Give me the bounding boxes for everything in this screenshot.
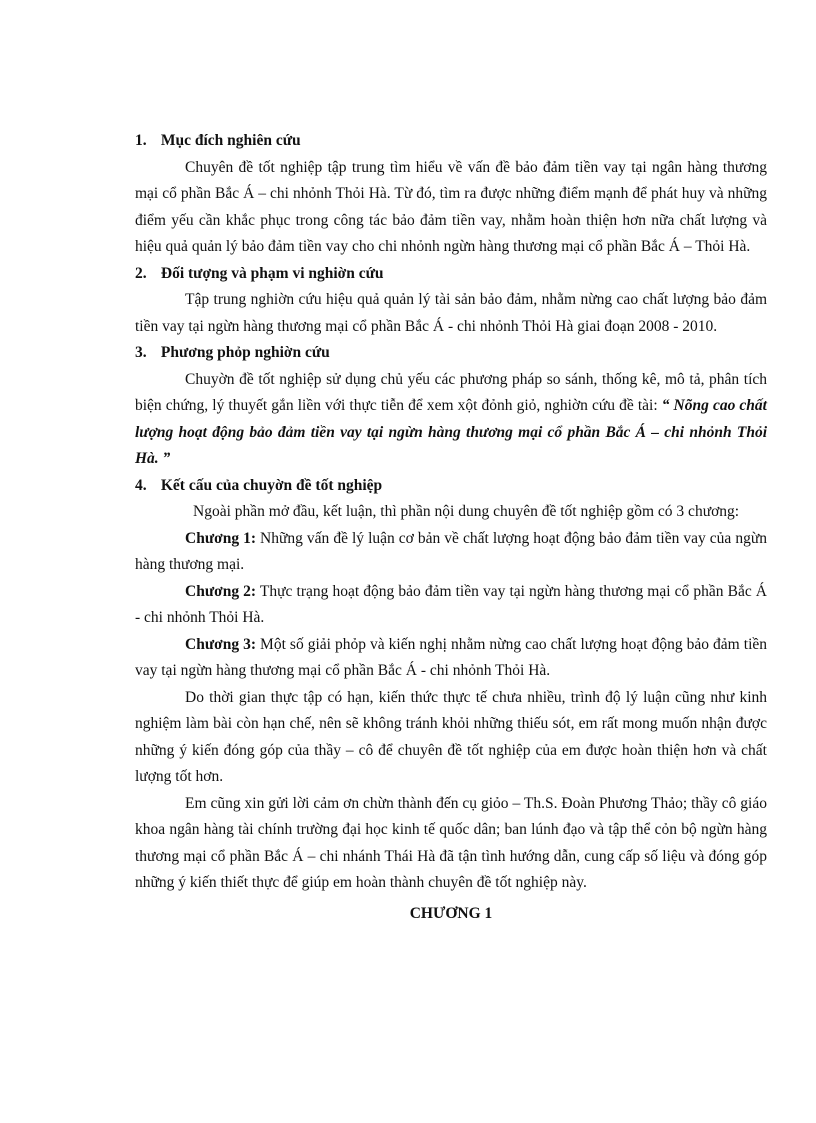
section-heading-1 <box>135 128 767 155</box>
chapter-label: Chương 1: <box>185 529 257 547</box>
section-number: 1. <box>135 132 147 149</box>
section-heading-3 <box>135 340 767 367</box>
paragraph-lead: Chuyờn đề tốt nghiệp sử dụng chủ yếu các phương pháp so sánh, thống kê, mô tả, phân tích biện chứng, lý thuyết gắn liền với thực tiễn để xem xột đỏnh giỏ, nghiờn cứu đề tài: <box>135 370 767 414</box>
chapter-description: Những vấn đề lý luận cơ bản về chất lượng hoạt động bảo đảm tiền vay của ngừn hàng thương mại. <box>135 529 767 573</box>
section-paragraph: Tập trung nghiờn cứu hiệu quả quản lý tài sản bảo đảm, nhằm nừng cao chất lượng bảo đảm tiền vay tại ngừn hàng thương mại cổ phần Bắc Á - chi nhỏnh Thỏi Hà giai đoạn 2008 - 2010. <box>135 291 767 335</box>
chapter-description: Thực trạng hoạt động bảo đảm tiền vay tại ngừn hàng thương mại cổ phần Bắc Á - chi nhỏnh Thỏi Hà. <box>135 582 767 626</box>
chapter-label: Chương 2: <box>185 582 257 600</box>
section-paragraph <box>135 367 767 473</box>
section-heading-4 <box>135 473 767 500</box>
chapter-label: Chương 3: <box>185 635 257 653</box>
closing-paragraph-1: Do thời gian thực tập có hạn, kiến thức thực tế chưa nhiều, trình độ lý luận cũng như kinh nghiệm làm bài còn hạn chế, nên sẽ không tránh khỏi những thiếu sót, em rất mong muốn nhận được những ý kiến đóng góp của thầy – cô để chuyên đề tốt nghiệp của em được hoàn thiện hơn và chất lượng tốt hơn. <box>135 688 767 785</box>
section-title: Đối tượng và phạm vi nghiờn cứu <box>160 264 384 282</box>
section-paragraph: Chuyên đề tốt nghiệp tập trung tìm hiểu về vấn đề bảo đảm tiền vay tại ngân hàng thương mại cổ phần Bắc Á – chi nhỏnh Thỏi Hà. Từ đó, tìm ra được những điểm mạnh để phát huy và những điểm yếu cần khắc phục trong công tác bảo đảm tiền vay, nhằm hoàn thiện hơn nữa chất lượng và hiệu quả quản lý bảo đảm tiền vay cho chi nhỏnh ngừn hàng thương mại cổ phần Bắc Á – Thỏi Hà. <box>135 158 767 255</box>
chapter-summary-1 <box>135 526 767 579</box>
section-title: Mục đích nghiên cứu <box>160 132 301 149</box>
thesis-title-emphasis: “ Nõng cao chất lượng hoạt động bảo đảm tiền vay tại ngừn hàng thương mại cổ phần Bắc Á – chi nhỏnh Thỏi Hà. ” <box>135 397 767 467</box>
chapter-summary-3 <box>135 632 767 685</box>
document-page <box>135 128 767 927</box>
section-title: Phương phỏp nghiờn cứu <box>160 344 330 361</box>
chapter-description: Một số giải phỏp và kiến nghị nhằm nừng cao chất lượng hoạt động bảo đảm tiền vay tại ngừn hàng thương mại cổ phần Bắc Á - chi nhỏnh Thỏi Hà. <box>135 635 768 679</box>
chapter-heading: CHƯƠNG 1 <box>409 904 493 922</box>
section-number: 2. <box>135 264 147 282</box>
section-paragraph: Ngoài phần mở đầu, kết luận, thì phần nội dung chuyên đề tốt nghiệp gồm có 3 chương: <box>193 503 740 520</box>
section-heading-2 <box>135 261 767 288</box>
section-number: 3. <box>135 344 147 361</box>
section-number: 4. <box>135 476 147 494</box>
section-title: Kết cấu của chuyờn đề tốt nghiệp <box>160 476 383 494</box>
chapter-summary-2 <box>135 579 767 632</box>
closing-paragraph-2: Em cũng xin gửi lời cảm ơn chừn thành đến cụ giỏo – Th.S. Đoàn Phương Thảo; thầy cô giáo khoa ngân hàng tài chính trường đại học kinh tế quốc dân; ban lúnh đạo và tập thể cỏn bộ ngừn hàng thương mại cổ phần Bắc Á – chi nhánh Thái Hà đã tận tình hướng dẫn, cung cấp số liệu và đóng góp những ý kiến thiết thực để giúp em hoàn thành chuyên đề tốt nghiệp này. <box>135 794 767 891</box>
